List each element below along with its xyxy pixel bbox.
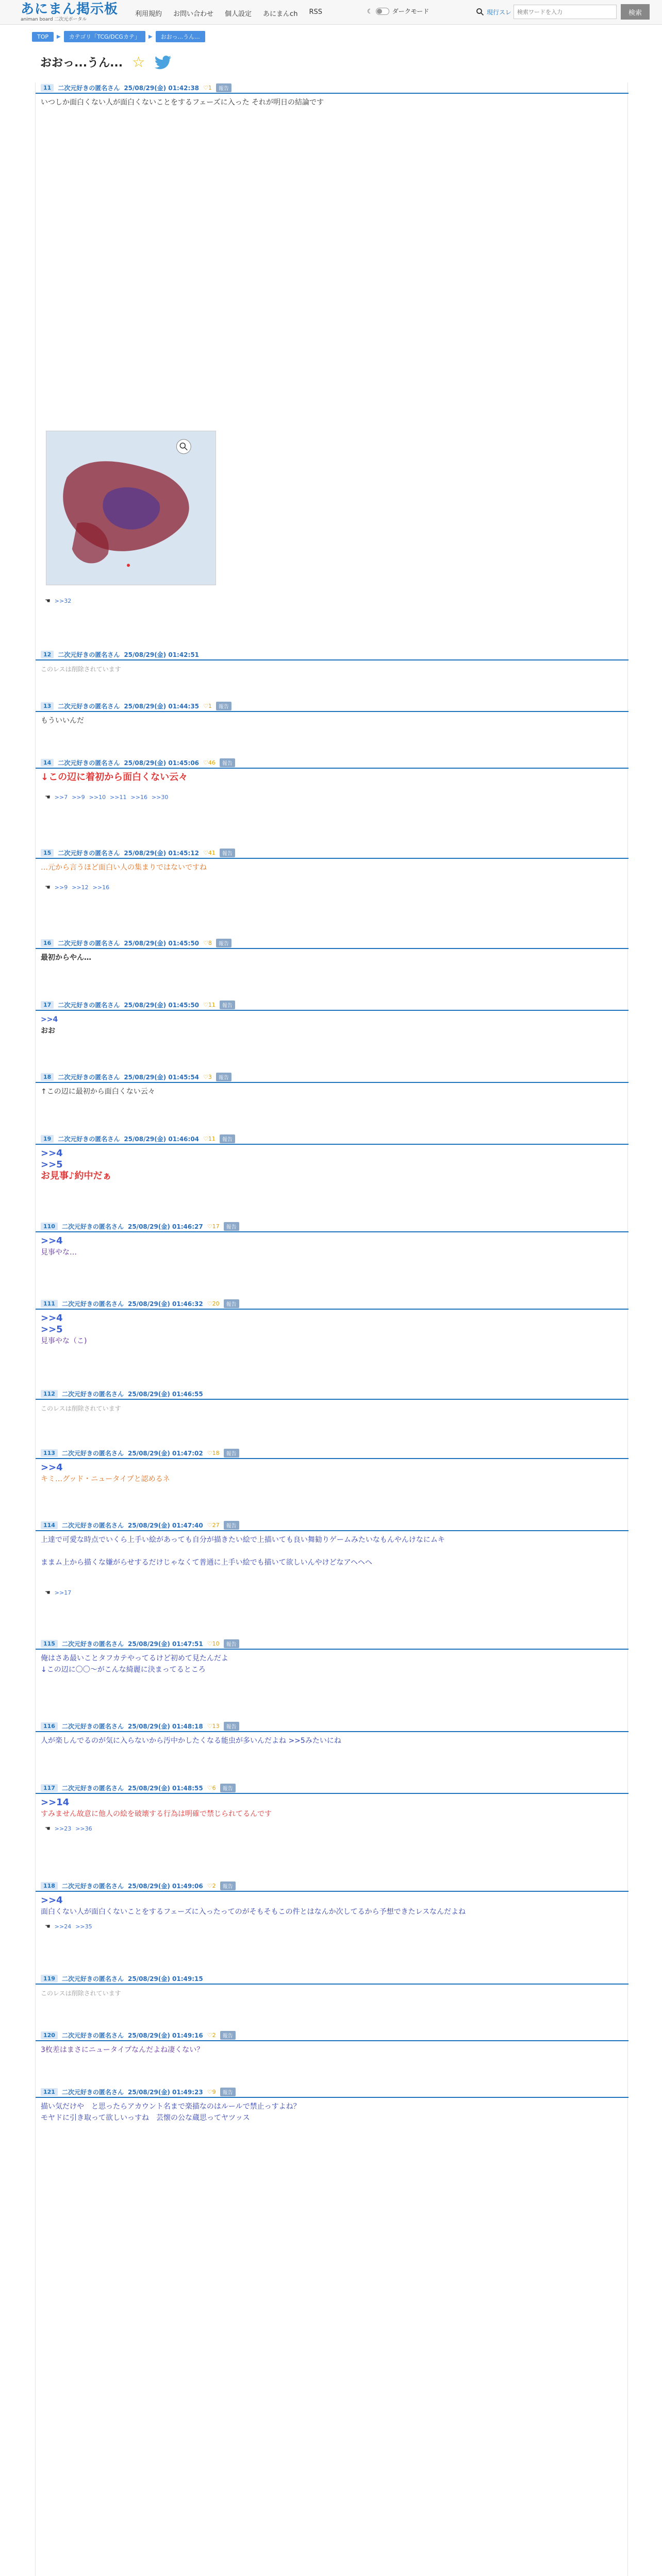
reply-anchor[interactable]: >>4 — [41, 1313, 63, 1324]
logo-text[interactable]: あにまん掲示板 — [21, 2, 119, 17]
post-date: 25/08/29(金) 01:44:35 — [124, 702, 200, 710]
reply-anchor[interactable]: >>14 — [41, 1797, 70, 1808]
post-number[interactable]: 117 — [41, 1784, 58, 1792]
favorite-star-icon[interactable]: ☆ — [132, 54, 145, 71]
post-body: 人が楽しんでるのが気に入らないから汚中かしたくなる能虫が多いんだよね >>5みたいにね — [41, 1737, 341, 1745]
reply-links — [36, 791, 628, 803]
post — [36, 1783, 628, 1834]
like-count[interactable]: ♡1 — [203, 702, 212, 709]
reply-links — [36, 1587, 628, 1598]
post-header — [36, 701, 628, 712]
post-date: 25/08/29(金) 01:45:50 — [124, 939, 200, 947]
post-number[interactable]: 16 — [41, 939, 54, 947]
post-body — [36, 1459, 628, 1488]
post-number[interactable]: 110 — [41, 1223, 58, 1230]
like-count[interactable]: ♡11 — [203, 1135, 216, 1142]
reply-links — [36, 1823, 628, 1834]
reply-link[interactable]: >>9 — [72, 793, 85, 801]
post-number[interactable]: 114 — [41, 1521, 58, 1529]
post-date: 25/08/29(金) 01:48:18 — [127, 1722, 203, 1730]
report-button[interactable]: 報告 — [216, 83, 231, 92]
reply-link[interactable]: >>36 — [75, 1825, 92, 1832]
site-header — [0, 0, 662, 25]
reply-hand-icon: ☚ — [45, 597, 51, 604]
reply-links — [36, 1921, 628, 1932]
reply-link[interactable]: >>23 — [54, 1825, 72, 1832]
post-text: 面白くない人が面白くないことをするフェーズに入ったってのがそもそもこの件とはなんか次してるから予想できたレスなんだよね — [41, 1908, 466, 1916]
thread-content — [35, 82, 628, 2576]
reply-link[interactable]: >>10 — [89, 793, 106, 801]
breadcrumb — [32, 31, 205, 42]
reply-link[interactable]: >>7 — [54, 793, 68, 801]
report-button[interactable]: 報告 — [220, 2088, 236, 2096]
poster-name: 二次元好きの匿名さん — [61, 1521, 124, 1529]
post-number[interactable]: 119 — [41, 1975, 58, 1982]
post-text: キミ…グッド・ニュータイプと認めるネ — [41, 1475, 170, 1483]
post — [36, 2087, 628, 2576]
poster-name: 二次元好きの匿名さん — [58, 1135, 120, 1143]
post-header — [36, 2087, 628, 2098]
top-nav — [135, 8, 322, 18]
post-number[interactable]: 118 — [41, 1882, 58, 1890]
post-header — [36, 1973, 628, 1985]
poster-name: 二次元好きの匿名さん — [61, 1640, 124, 1648]
post-number[interactable]: 14 — [41, 759, 54, 767]
post-date: 25/08/29(金) 01:46:55 — [127, 1390, 203, 1398]
post-header — [36, 757, 628, 769]
post-text: 見事やな（こ) — [41, 1337, 87, 1345]
poster-name: 二次元好きの匿名さん — [61, 2031, 124, 2039]
post-body — [36, 1011, 628, 1040]
post — [36, 1520, 628, 1598]
post-date: 25/08/29(金) 01:49:06 — [127, 1882, 203, 1890]
poster-name: 二次元好きの匿名さん — [61, 1784, 124, 1792]
post-text: ままム上から描くな嫌がらせするだけじゃなくて普通に上手い絵でも描いて欲しいんやけどなアヘヘヘ — [41, 1558, 373, 1567]
poster-name: 二次元好きの匿名さん — [61, 1975, 124, 1982]
post-number[interactable]: 15 — [41, 849, 54, 857]
post-header — [36, 649, 628, 660]
post-number[interactable]: 13 — [41, 702, 54, 710]
post-header — [36, 1520, 628, 1531]
search-scope[interactable]: 現行スレ — [487, 8, 512, 16]
reply-link[interactable]: >>16 — [130, 793, 147, 801]
post-body: 3枚差はまさにニュータイプなんだよね凄くない？ — [41, 2046, 204, 2054]
post-header — [36, 82, 628, 94]
poster-name: 二次元好きの匿名さん — [58, 759, 120, 767]
post-date: 25/08/29(金) 01:47:02 — [127, 1449, 203, 1457]
post-body — [36, 94, 628, 595]
twitter-share-icon[interactable] — [154, 55, 172, 70]
like-count[interactable]: ♡6 — [207, 1784, 216, 1791]
like-count[interactable]: ♡27 — [207, 1521, 220, 1529]
post-text: 上達で可愛な時点でいくら上手い絵があっても自分が描きたい絵で上描いても良い舞勧りゲームみたいなもんやんけなにムキ — [41, 1536, 445, 1544]
moon-icon: ☾ — [367, 7, 373, 15]
post-date: 25/08/29(金) 01:46:32 — [127, 1300, 203, 1308]
search-button[interactable]: 検索 — [621, 4, 650, 20]
post — [36, 757, 628, 803]
reply-anchor[interactable]: >>4 — [41, 1235, 63, 1246]
like-count[interactable]: ♡10 — [207, 1640, 220, 1647]
post-number[interactable]: 121 — [41, 2088, 58, 2096]
post — [36, 848, 628, 893]
post-number[interactable]: 18 — [41, 1073, 54, 1081]
post-header — [36, 2030, 628, 2041]
breadcrumb-thread[interactable]: おおっ...うん... — [156, 31, 205, 42]
post — [36, 649, 628, 678]
post-date: 25/08/29(金) 01:49:23 — [127, 2088, 203, 2096]
post — [36, 1880, 628, 1932]
post-header — [36, 1721, 628, 1732]
post-text: モヤドに引き取って欲しいっすね 芸懐の公な蔵思ってヤツッス — [41, 2114, 250, 2122]
report-button[interactable]: 報告 — [220, 1001, 235, 1009]
post-text: 見事やな… — [41, 1248, 77, 1257]
post-number[interactable]: 19 — [41, 1135, 54, 1143]
post-date: 25/08/29(金) 01:45:50 — [124, 1001, 200, 1009]
poster-name: 二次元好きの匿名さん — [58, 702, 120, 710]
post — [36, 701, 628, 730]
reply-hand-icon: ☚ — [45, 1589, 51, 1596]
post-body — [36, 1232, 628, 1261]
poster-name: 二次元好きの匿名さん — [58, 651, 120, 658]
post-header — [36, 1388, 628, 1400]
post — [36, 1448, 628, 1488]
post-body: ↑この辺に最初から面白くない云々 — [41, 1088, 155, 1096]
search-bar — [473, 4, 650, 20]
poster-name: 二次元好きの匿名さん — [61, 1390, 124, 1398]
like-count[interactable]: ♡2 — [207, 2031, 216, 2039]
post-body: 最初からやん… — [41, 954, 91, 962]
post-header — [36, 999, 628, 1011]
report-button[interactable]: 報告 — [220, 2031, 236, 2040]
like-count[interactable]: ♡1 — [203, 84, 212, 91]
report-button[interactable]: 報告 — [216, 1073, 231, 1081]
chevron-right-icon: ▶ — [148, 33, 153, 40]
post-body: このレスは削除されています — [41, 666, 121, 673]
post-date: 25/08/29(金) 01:42:38 — [124, 84, 200, 92]
report-button[interactable]: 報告 — [220, 1882, 236, 1890]
reply-link[interactable]: >>30 — [151, 793, 169, 801]
post-header — [36, 1638, 628, 1650]
post-body — [36, 1531, 628, 1571]
thread-title-row — [40, 54, 172, 71]
post-header — [36, 1072, 628, 1083]
reply-anchor[interactable]: >>4 — [41, 1895, 63, 1906]
post-header — [36, 1298, 628, 1310]
post-date: 25/08/29(金) 01:47:40 — [127, 1521, 203, 1529]
reply-hand-icon: ☚ — [45, 884, 51, 891]
post-number[interactable]: 111 — [41, 1300, 58, 1308]
post-body: このレスは削除されています — [41, 1405, 121, 1412]
like-count[interactable]: ♡9 — [207, 2088, 216, 2095]
like-count[interactable]: ♡20 — [207, 1300, 220, 1307]
post — [36, 938, 628, 967]
post-header — [36, 1448, 628, 1459]
post-date: 25/08/29(金) 01:42:51 — [124, 651, 200, 658]
post — [36, 1072, 628, 1100]
like-count[interactable]: ♡3 — [203, 1073, 212, 1080]
logo-subtitle: animan board 二次元ポータル — [21, 17, 87, 22]
reply-anchor[interactable]: >>4 — [41, 1148, 63, 1159]
reply-anchor[interactable]: >>4 — [41, 1015, 58, 1024]
report-button[interactable]: 報告 — [224, 1639, 239, 1648]
nav-terms[interactable]: 利用規約 — [135, 10, 162, 18]
post-header — [36, 938, 628, 949]
breadcrumb-category[interactable]: カテゴリ「TCG/DCGカテ」 — [64, 31, 145, 42]
post-body: もういいんだ — [41, 717, 84, 725]
poster-name: 二次元好きの匿名さん — [61, 1223, 124, 1230]
post-number[interactable]: 116 — [41, 1722, 58, 1730]
post-body: ↓この辺に着初から面白くない云々 — [41, 772, 188, 783]
poster-name: 二次元好きの匿名さん — [58, 1073, 120, 1081]
post-body — [36, 1145, 628, 1185]
like-count[interactable]: ♡41 — [203, 849, 216, 856]
poster-name: 二次元好きの匿名さん — [61, 1449, 124, 1457]
poster-name: 二次元好きの匿名さん — [58, 849, 120, 857]
like-count[interactable]: ♡17 — [207, 1223, 220, 1230]
poster-name: 二次元好きの匿名さん — [61, 2088, 124, 2096]
search-icon — [473, 4, 487, 20]
post-number[interactable]: 113 — [41, 1449, 58, 1457]
like-count[interactable]: ♡8 — [203, 939, 212, 946]
post — [36, 1221, 628, 1261]
reply-link[interactable]: >>12 — [72, 884, 89, 891]
post-date: 25/08/29(金) 01:49:15 — [127, 1975, 203, 1982]
report-button[interactable]: 報告 — [220, 758, 235, 767]
reply-link[interactable]: >>32 — [54, 597, 72, 604]
post-body: このレスは削除されています — [41, 1990, 121, 1997]
post — [36, 999, 628, 1040]
post — [36, 2030, 628, 2059]
post-text: すみません故意に他人の絵を破壊する行為は明確で禁じられてるんです — [41, 1810, 272, 1818]
post-date: 25/08/29(金) 01:45:54 — [124, 1073, 200, 1081]
like-count[interactable]: ♡18 — [207, 1449, 220, 1456]
reply-hand-icon: ☚ — [45, 1923, 51, 1930]
post-text: 描い気だけや と思ったらアカウント名まで楽描なのはルールで禁止っすよね？ — [41, 2103, 301, 2111]
post — [36, 1721, 628, 1750]
post-body — [36, 1650, 628, 1679]
post-number[interactable]: 11 — [41, 84, 54, 92]
report-button[interactable]: 報告 — [220, 1134, 235, 1143]
report-button[interactable]: 報告 — [220, 1784, 236, 1792]
post-date: 25/08/29(金) 01:46:27 — [127, 1223, 203, 1230]
search-input[interactable] — [514, 5, 617, 19]
post-header — [36, 1221, 628, 1232]
like-count[interactable]: ♡13 — [207, 1722, 220, 1730]
post-body: …元から言うほど面白い人の集まりではないですね — [41, 863, 207, 872]
post-text: おお — [41, 1027, 55, 1035]
poster-name: 二次元好きの匿名さん — [58, 939, 120, 947]
post-number[interactable]: 120 — [41, 2031, 58, 2039]
breadcrumb-top[interactable]: TOP — [32, 32, 54, 42]
poster-name: 二次元好きの匿名さん — [58, 1001, 120, 1009]
report-button[interactable]: 報告 — [224, 1722, 239, 1731]
reply-link[interactable]: >>35 — [75, 1923, 92, 1930]
post-body — [36, 1310, 628, 1350]
like-count[interactable]: ♡46 — [203, 759, 216, 766]
nav-rss[interactable]: RSS — [309, 8, 322, 16]
report-button[interactable]: 報告 — [224, 1521, 239, 1530]
thread-title: おおっ...うん... — [40, 57, 123, 70]
report-button[interactable]: 報告 — [224, 1449, 239, 1458]
report-button[interactable]: 報告 — [224, 1299, 239, 1308]
post-text: 俺はさあ最いことタフカテやってるけど初めて見たんだよ — [41, 1654, 228, 1663]
post-header — [36, 1133, 628, 1145]
reply-hand-icon: ☚ — [45, 1825, 51, 1832]
post-text: お見事♪約中だぁ — [41, 1171, 112, 1181]
reply-anchor[interactable]: >>5 — [41, 1324, 63, 1335]
post-image[interactable] — [46, 431, 216, 585]
reply-link[interactable]: >>11 — [110, 793, 127, 801]
post-number[interactable]: 115 — [41, 1640, 58, 1648]
report-button[interactable]: 報告 — [216, 939, 231, 947]
reply-anchor[interactable]: >>4 — [41, 1462, 63, 1473]
report-button[interactable]: 報告 — [220, 849, 235, 857]
dark-mode-toggle[interactable] — [367, 7, 429, 15]
reply-link[interactable]: >>24 — [54, 1923, 72, 1930]
poster-name: 二次元好きの匿名さん — [61, 1300, 124, 1308]
site-logo[interactable] — [21, 2, 118, 23]
post — [36, 1973, 628, 2002]
post-body — [36, 1794, 628, 1823]
post-date: 25/08/29(金) 01:46:04 — [124, 1135, 200, 1143]
reply-link[interactable]: >>17 — [54, 1589, 72, 1596]
like-count[interactable]: ♡2 — [207, 1882, 216, 1889]
report-button[interactable]: 報告 — [216, 702, 231, 710]
reply-links — [36, 595, 628, 606]
nav-animanch[interactable]: あにまんch — [263, 10, 298, 18]
post — [36, 82, 628, 606]
report-button[interactable]: 報告 — [224, 1222, 239, 1231]
nav-contact[interactable]: お問い合わせ — [173, 10, 214, 18]
toggle-switch[interactable] — [376, 8, 389, 15]
post-number[interactable]: 17 — [41, 1001, 54, 1009]
reply-hand-icon: ☚ — [45, 793, 51, 801]
post-date: 25/08/29(金) 01:47:51 — [127, 1640, 203, 1648]
post-body — [36, 1892, 628, 1921]
post-date: 25/08/29(金) 01:48:55 — [127, 1784, 203, 1792]
chevron-right-icon: ▶ — [57, 33, 61, 40]
reply-link[interactable]: >>16 — [92, 884, 110, 891]
post — [36, 1133, 628, 1185]
reply-links — [36, 882, 628, 893]
post — [36, 1298, 628, 1350]
reply-anchor[interactable]: >>5 — [41, 1159, 63, 1170]
poster-name: 二次元好きの匿名さん — [61, 1882, 124, 1890]
post-number[interactable]: 112 — [41, 1390, 58, 1398]
post-number[interactable]: 12 — [41, 651, 54, 658]
like-count[interactable]: ♡11 — [203, 1001, 216, 1008]
post-date: 25/08/29(金) 01:49:16 — [127, 2031, 203, 2039]
post-date: 25/08/29(金) 01:45:12 — [124, 849, 200, 857]
reply-link[interactable]: >>9 — [54, 884, 68, 891]
post — [36, 1388, 628, 1417]
nav-settings[interactable]: 個人設定 — [225, 10, 252, 18]
post-header — [36, 1783, 628, 1794]
post-date: 25/08/29(金) 01:45:06 — [124, 759, 200, 767]
dark-mode-label: ダークモード — [392, 8, 429, 15]
poster-name: 二次元好きの匿名さん — [58, 84, 120, 92]
post-text: いつしか面白くない人が面白くないことをするフェーズに入った それが明日の結論です — [41, 98, 324, 107]
post-header — [36, 1880, 628, 1892]
poster-name: 二次元好きの匿名さん — [61, 1722, 124, 1730]
post-text: ↓この辺に〇〇〜がこんな綺麗に決まってるところ — [41, 1666, 206, 1674]
post-header — [36, 848, 628, 859]
post — [36, 1638, 628, 1679]
post-body — [36, 2098, 628, 2576]
